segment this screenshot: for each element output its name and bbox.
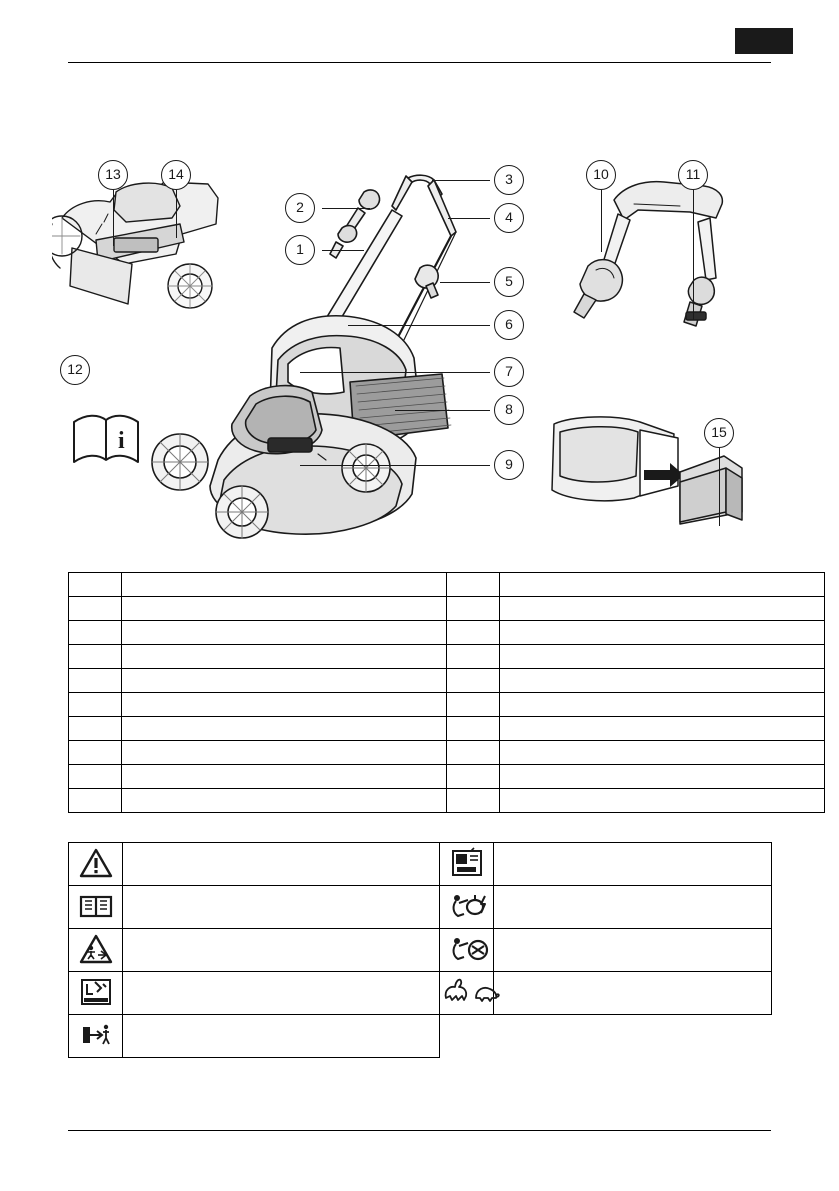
- part-number-right: [447, 597, 500, 621]
- leader-line-10: [601, 190, 602, 252]
- symbol-description: [123, 1015, 440, 1058]
- leader-line-8: [395, 410, 490, 411]
- callout-15: 15: [704, 418, 734, 448]
- callout-10: 10: [586, 160, 616, 190]
- callout-9: 9: [494, 450, 524, 480]
- callout-6: 6: [494, 310, 524, 340]
- exploded-view-figure: [0, 140, 839, 565]
- leader-line-5: [440, 282, 490, 283]
- safety-distance-icon: [79, 1019, 113, 1051]
- part-text-right: [500, 717, 825, 741]
- table-row: [69, 645, 825, 669]
- keep-hands-feet-away-icon: [79, 976, 113, 1008]
- symbol-description: [123, 972, 440, 1015]
- callout-13: 13: [98, 160, 128, 190]
- detail-view-handle-controls: [562, 170, 762, 340]
- part-number-left: [69, 693, 122, 717]
- part-number-left: [69, 645, 122, 669]
- part-text-left: [122, 621, 447, 645]
- read-instructions-icon: [450, 847, 484, 879]
- part-number-right: [447, 717, 500, 741]
- table-row: [69, 886, 772, 929]
- part-text-right: [500, 597, 825, 621]
- part-number-left: [69, 597, 122, 621]
- part-number-right: [447, 573, 500, 597]
- callout-4: 4: [494, 203, 524, 233]
- keep-bystanders-away-icon-cell: [69, 929, 123, 972]
- callout-5: 5: [494, 267, 524, 297]
- read-instructions-icon-cell: [440, 843, 494, 886]
- part-number-right: [447, 789, 500, 813]
- speed-hare-tortoise-icon-cell: [440, 972, 494, 1015]
- symbol-description: [494, 929, 772, 972]
- speed-hare-tortoise-icon: [440, 976, 500, 1008]
- leader-line-11: [693, 190, 694, 320]
- part-text-right: [500, 621, 825, 645]
- callout-7: 7: [494, 357, 524, 387]
- part-text-right: [500, 669, 825, 693]
- open-manual-icon-cell: [69, 886, 123, 929]
- header-divider: [68, 62, 771, 63]
- page-header-tab: [735, 28, 793, 54]
- symbol-description: [494, 843, 772, 886]
- part-text-left: [122, 645, 447, 669]
- part-text-left: [122, 765, 447, 789]
- part-text-right: [500, 765, 825, 789]
- part-text-left: [122, 573, 447, 597]
- symbol-description: [494, 886, 772, 929]
- table-row: [69, 573, 825, 597]
- callout-12: 12: [60, 355, 90, 385]
- operators-manual-icon: [70, 410, 142, 472]
- callout-8: 8: [494, 395, 524, 425]
- leader-line-4: [448, 218, 490, 219]
- leader-line-13: [113, 190, 114, 246]
- callout-11: 11: [678, 160, 708, 190]
- part-number-left: [69, 741, 122, 765]
- symbol-description: [123, 929, 440, 972]
- table-row: [69, 693, 825, 717]
- table-row: [69, 717, 825, 741]
- part-text-left: [122, 789, 447, 813]
- part-number-left: [69, 573, 122, 597]
- disconnect-spark-plug-icon: [450, 890, 484, 922]
- table-row: [69, 929, 772, 972]
- detail-view-engine-top: [52, 178, 262, 338]
- part-number-left: [69, 621, 122, 645]
- keep-hands-feet-away-icon-cell: [69, 972, 123, 1015]
- part-number-right: [447, 669, 500, 693]
- safety-symbols-table: [68, 842, 772, 1058]
- warning-triangle-icon-cell: [69, 843, 123, 886]
- table-row: [69, 765, 825, 789]
- table-row: [69, 621, 825, 645]
- part-text-left: [122, 693, 447, 717]
- part-number-left: [69, 669, 122, 693]
- part-number-left: [69, 789, 122, 813]
- symbol-description: [494, 972, 772, 1015]
- part-number-right: [447, 645, 500, 669]
- callout-2: 2: [285, 193, 315, 223]
- callout-1: 1: [285, 235, 315, 265]
- part-text-right: [500, 573, 825, 597]
- part-text-right: [500, 789, 825, 813]
- part-number-right: [447, 765, 500, 789]
- table-row: [69, 669, 825, 693]
- table-row: [69, 1015, 772, 1058]
- part-text-right: [500, 693, 825, 717]
- leader-line-3: [432, 180, 490, 181]
- leader-line-14: [176, 190, 177, 238]
- leader-line-2: [322, 208, 370, 209]
- table-row: [69, 597, 825, 621]
- table-row: [69, 741, 825, 765]
- part-text-right: [500, 741, 825, 765]
- symbol-description: [123, 886, 440, 929]
- footer-divider: [68, 1130, 771, 1131]
- svg-text:i: i: [118, 428, 125, 454]
- empty-cell: [494, 1015, 772, 1058]
- safety-distance-icon-cell: [69, 1015, 123, 1058]
- part-text-left: [122, 669, 447, 693]
- part-text-left: [122, 717, 447, 741]
- stop-blade-icon-cell: [440, 929, 494, 972]
- leader-line-7: [300, 372, 490, 373]
- table-row: [69, 843, 772, 886]
- stop-blade-icon: [450, 933, 484, 965]
- part-number-right: [447, 693, 500, 717]
- callout-3: 3: [494, 165, 524, 195]
- disconnect-spark-plug-icon-cell: [440, 886, 494, 929]
- part-text-left: [122, 597, 447, 621]
- table-row: [69, 789, 825, 813]
- table-row: [69, 972, 772, 1015]
- part-text-right: [500, 645, 825, 669]
- empty-cell: [440, 1015, 494, 1058]
- callout-14: 14: [161, 160, 191, 190]
- keep-bystanders-away-icon: [79, 933, 113, 965]
- part-number-left: [69, 765, 122, 789]
- warning-triangle-icon: [79, 847, 113, 879]
- leader-line-9: [300, 465, 490, 466]
- part-number-left: [69, 717, 122, 741]
- open-manual-icon: [79, 890, 113, 922]
- part-number-right: [447, 621, 500, 645]
- part-text-left: [122, 741, 447, 765]
- leader-line-6: [348, 325, 490, 326]
- leader-line-15: [719, 448, 720, 526]
- part-number-right: [447, 741, 500, 765]
- parts-list-table: [68, 572, 825, 813]
- symbol-description: [123, 843, 440, 886]
- leader-line-1: [322, 250, 364, 251]
